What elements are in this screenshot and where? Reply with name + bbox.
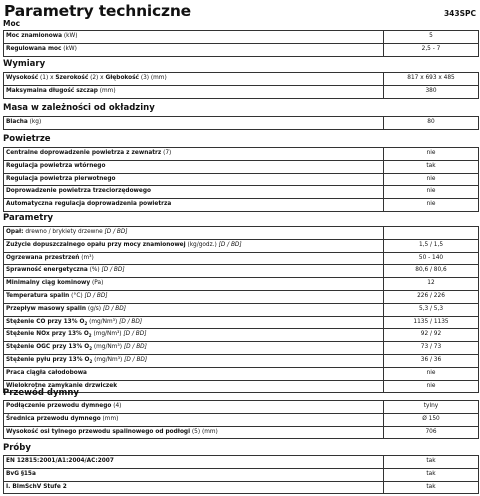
row-label: Doprowadzenie powietrza trzeciorzędowego xyxy=(4,186,384,198)
row-label: Regulacja powietrza wtórnego xyxy=(4,161,384,173)
row-value: nie xyxy=(426,188,436,195)
table-row xyxy=(4,43,478,56)
row-value: nie xyxy=(426,382,436,389)
row-value: Ø 150 xyxy=(422,415,440,422)
row-label: Sprawność energetyczna (%) [D / BD] xyxy=(4,265,384,277)
row-label: Stężenie NOx przy 13% $O_2$ (mg/Nm³) [D / BD] xyxy=(4,329,384,341)
table-masa xyxy=(3,116,479,130)
table-row xyxy=(4,413,478,426)
section-title-przewod: Przewód dymny xyxy=(3,388,79,398)
row-value: 5,3 / 5,3 xyxy=(418,305,444,312)
row-label: Przepływ masowy spalin (g/s) [D / BD] xyxy=(4,304,384,316)
row-value: nie xyxy=(426,175,436,182)
table-row xyxy=(4,456,478,468)
table-row xyxy=(4,316,478,329)
row-value: 5 xyxy=(429,33,433,39)
row-value: nie xyxy=(426,201,436,208)
row-value: 92 / 92 xyxy=(420,331,442,338)
row-value: 1135 / 1135 xyxy=(413,318,449,325)
table-row xyxy=(4,277,478,290)
section-title-parametry: Parametry xyxy=(3,213,54,223)
table-row xyxy=(4,31,478,43)
row-label: Podłączenie przewodu dymnego (4) xyxy=(4,401,384,413)
table-parametry xyxy=(3,226,479,393)
row-value: 12 xyxy=(427,280,435,287)
table-przewod xyxy=(3,400,479,439)
row-label: Stężenie OGC przy 13% $O_2$ (mg/Nm³) [D / BD] xyxy=(4,342,384,354)
model-code: 343SPC xyxy=(443,9,476,18)
row-value: tak xyxy=(426,458,436,464)
section-title-moc: Moc xyxy=(3,19,21,28)
row-label: Ogrzewana przestrzeń (m³) xyxy=(4,253,384,265)
row-value: tak xyxy=(426,162,436,169)
table-row xyxy=(4,117,478,129)
table-row xyxy=(4,401,478,413)
table-row xyxy=(4,426,478,439)
table-row xyxy=(4,239,478,252)
row-label: I. BImSchV Stufe 2 xyxy=(4,482,384,494)
row-value: 817 x 693 x 485 xyxy=(407,75,455,81)
row-label: Automatyczna regulacja doprowadzenia powietrza xyxy=(4,199,384,211)
table-proby xyxy=(3,455,479,494)
row-value: nie xyxy=(426,150,436,156)
row-label: Regulacja powietrza pierwotnego xyxy=(4,174,384,186)
row-label: Blacha (kg) xyxy=(4,117,384,129)
row-label: Wysokość osi tylnego przewodu spalinowego od podłogi (5) (mm) xyxy=(4,427,384,439)
section-title-powietrze: Powietrze xyxy=(3,134,51,144)
table-row xyxy=(4,160,478,173)
row-value: 36 / 36 xyxy=(420,356,442,363)
row-value: 706 xyxy=(425,428,437,435)
row-label: Wysokość (1) x Szerokość (2) x Głębokość (3) (mm) xyxy=(4,73,384,85)
section-title-proby: Próby xyxy=(3,443,31,453)
row-label: Centralne doprowadzenie powietrza z zewnatrz (7) xyxy=(4,148,384,160)
table-row xyxy=(4,264,478,277)
row-value: tak xyxy=(426,470,436,477)
row-value xyxy=(384,227,478,239)
page-title: Parametry techniczne xyxy=(4,2,191,20)
table-row xyxy=(4,481,478,494)
row-value: tak xyxy=(426,483,436,490)
table-row xyxy=(4,468,478,481)
row-value: 80 xyxy=(427,119,435,125)
table-row xyxy=(4,328,478,341)
row-value: 1,5 / 1,5 xyxy=(418,241,444,248)
table-moc xyxy=(3,30,479,57)
row-label: Minimalny ciąg kominowy (Pa) xyxy=(4,278,384,290)
row-label: Maksymalna długość szczap (mm) xyxy=(4,86,384,98)
row-value: 380 xyxy=(425,87,437,94)
row-label: EN 12815:2001/A1:2004/AC:2007 xyxy=(4,456,384,468)
row-label: Moc znamionowa (kW) xyxy=(4,31,384,43)
table-row xyxy=(4,185,478,198)
table-powietrze xyxy=(3,147,479,212)
row-label: Stężenie CO przy 13% $O_2$ (mg/Nm³) [D / BD] xyxy=(4,317,384,329)
row-label: Wielokrotne zamykanie drzwiczek xyxy=(4,381,384,393)
row-label: Regulowana moc (kW) xyxy=(4,44,384,56)
section-title-masa: Masa w zależności od okładziny xyxy=(3,103,155,113)
table-row xyxy=(4,148,478,160)
table-row xyxy=(4,252,478,265)
row-value: 73 / 73 xyxy=(420,344,442,351)
row-label: BvG §15a xyxy=(4,469,384,481)
table-row xyxy=(4,227,478,239)
row-value: 50 - 140 xyxy=(418,254,444,261)
section-title-wymiary: Wymiary xyxy=(3,59,46,69)
row-value: tylny xyxy=(423,403,439,409)
row-label: Stężenie pyłu przy 13% $O_2$ (mg/Nm³) [D / BD] xyxy=(4,355,384,367)
row-label: Średnica przewodu dymnego (mm) xyxy=(4,414,384,426)
table-row xyxy=(4,367,478,380)
table-row xyxy=(4,290,478,303)
table-row xyxy=(4,73,478,85)
row-label: Temperatura spalin (°C) [D / BD] xyxy=(4,291,384,303)
row-value: 226 / 226 xyxy=(417,292,445,299)
row-label: Zużycie dopuszczalnego opału przy mocy znamionowej (kg/godz.) [D / BD] xyxy=(4,240,384,252)
row-value: 2,5 - 7 xyxy=(421,45,441,52)
table-row xyxy=(4,198,478,211)
row-label: Opał: drewno / brykiety drzewne [D / BD] xyxy=(4,227,384,239)
table-row xyxy=(4,303,478,316)
row-value: nie xyxy=(426,369,436,376)
table-row xyxy=(4,341,478,354)
table-row xyxy=(4,173,478,186)
row-label: Praca ciągła całodobowa xyxy=(4,368,384,380)
table-row xyxy=(4,85,478,98)
table-wymiary xyxy=(3,72,479,99)
row-value: 80,6 / 80,6 xyxy=(415,267,447,274)
table-row xyxy=(4,354,478,367)
